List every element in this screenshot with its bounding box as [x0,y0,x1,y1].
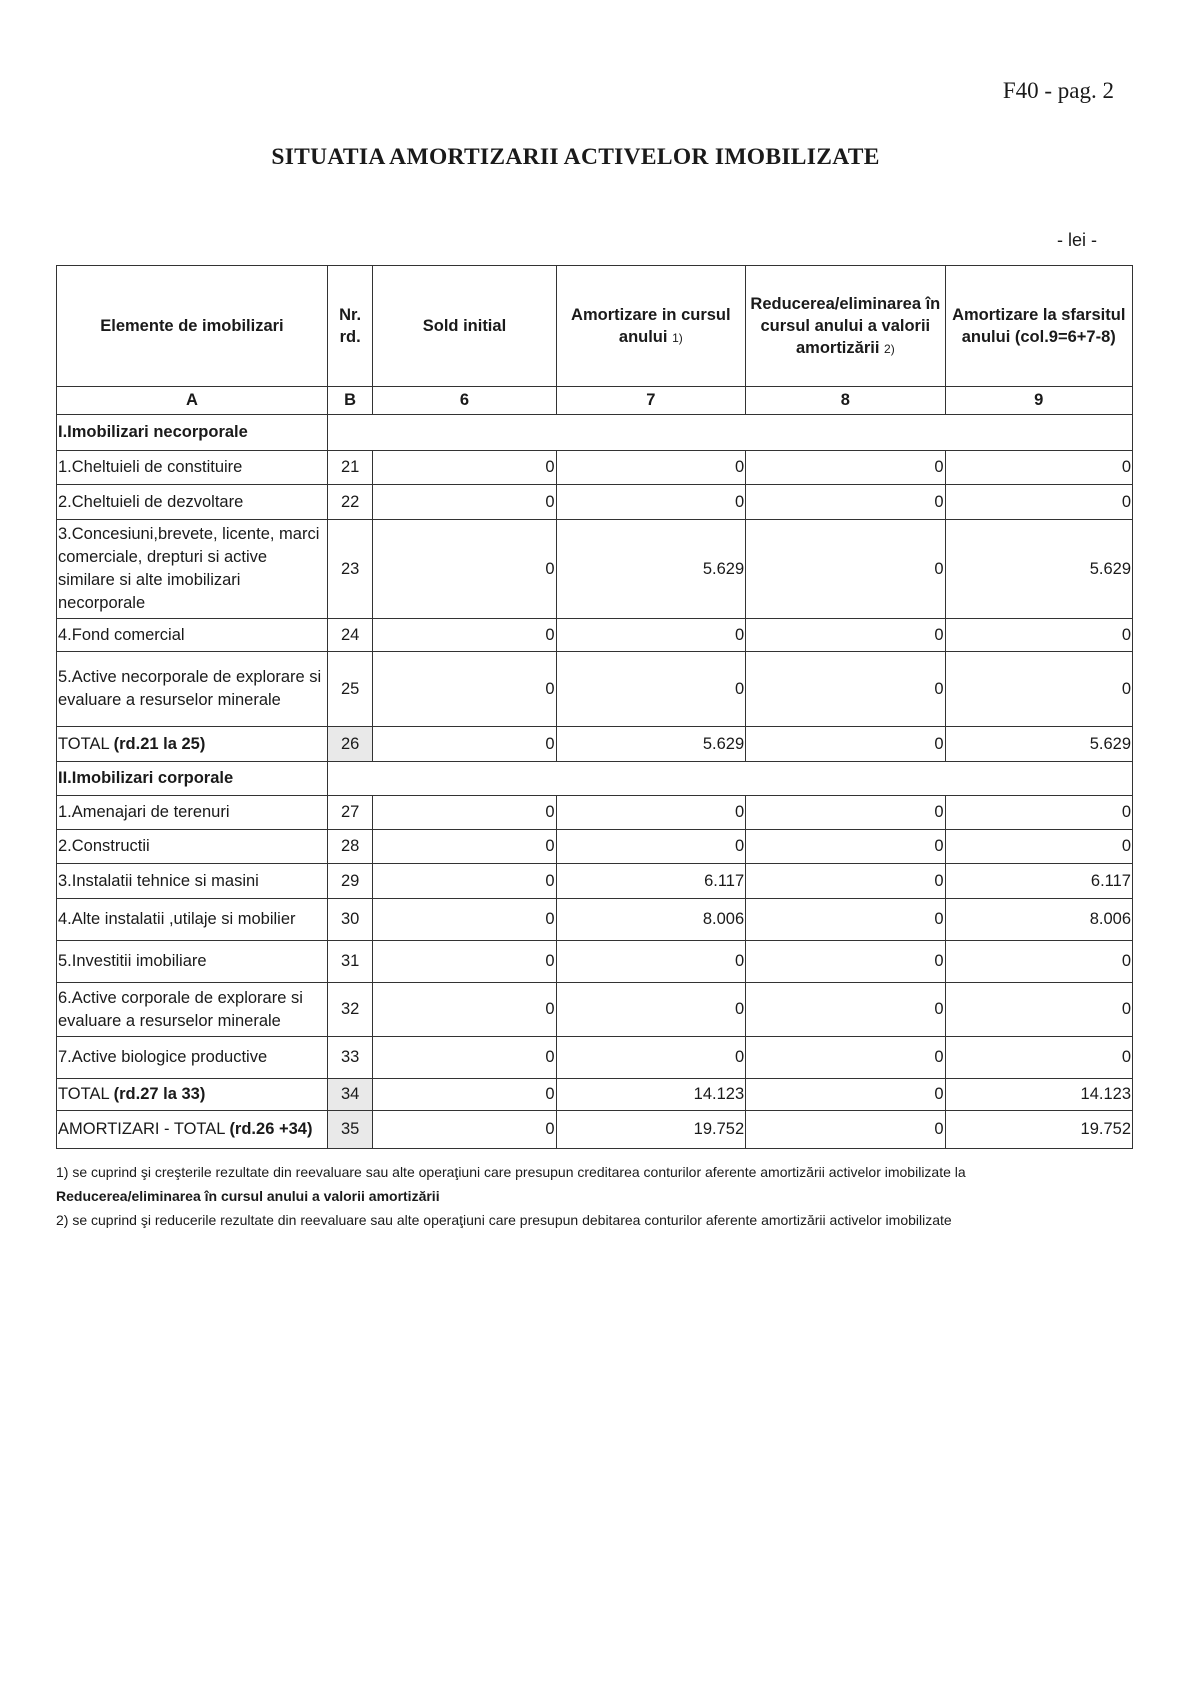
header-reducere [746,266,945,387]
cell-reducere: 0 [746,727,945,762]
cell-amortizare: 0 [556,983,746,1037]
cell-amortizare: 0 [556,796,746,830]
cell-amortizare: 14.123 [556,1079,746,1111]
row-nr: 27 [327,796,373,830]
col-code-b: B [327,387,373,415]
footnote-mark-2: 2) [884,341,895,356]
col-code-8: 8 [746,387,945,415]
cell-amortizare: 8.006 [556,899,746,941]
cell-final: 0 [945,983,1132,1037]
grand-total-row [57,1111,1133,1149]
row-nr: 23 [327,520,373,619]
total-label: TOTAL [58,734,114,753]
section-title: II.Imobilizari corporale [57,762,328,796]
row-label: 5.Investitii imobiliare [57,941,328,983]
cell-reducere: 0 [746,864,945,899]
table-row [57,983,1133,1037]
cell-final: 0 [945,796,1132,830]
total-range: (rd.21 la 25) [113,734,206,753]
row-label: 1.Amenajari de terenuri [57,796,328,830]
cell-reducere: 0 [746,451,945,485]
table-row [57,830,1133,864]
row-label [57,727,328,762]
cell-amortizare: 0 [556,941,746,983]
section-title: I.Imobilizari necorporale [57,415,328,451]
row-nr: 35 [327,1111,373,1149]
document-title: SITUATIA AMORTIZARII ACTIVELOR IMOBILIZATE [271,144,880,170]
cell-amortizare: 0 [556,619,746,652]
col-code-7: 7 [556,387,746,415]
row-label: 3.Instalatii tehnice si masini [57,864,328,899]
row-label: 2.Cheltuieli de dezvoltare [57,485,328,520]
page-number: F40 - pag. 2 [1002,78,1114,103]
cell-sold-initial: 0 [373,796,556,830]
table-row [57,864,1133,899]
table-row [57,941,1133,983]
row-label: 4.Alte instalatii ,utilaje si mobilier [57,899,328,941]
column-code-row [57,387,1133,415]
table-row [57,485,1133,520]
cell-final: 0 [945,830,1132,864]
row-nr: 34 [327,1079,373,1111]
cell-final: 6.117 [945,864,1132,899]
header-amortizare-curs [556,266,746,387]
table-row [57,520,1133,619]
header-amortizare-final: Amortizare la sfarsitul anului (col.9=6+7-8) [945,266,1132,387]
cell-sold-initial: 0 [373,830,556,864]
cell-amortizare: 5.629 [556,727,746,762]
grand-total-range: (rd.26 +34) [229,1120,313,1138]
row-label: 2.Constructii [57,830,328,864]
footnote-1: 1) se cuprind şi creşterile rezultate din reevaluare sau alte operaţiuni care presupun creditarea conturilor aferente amortizării activelor imobilizate la [56,1164,966,1180]
row-label [57,1079,328,1111]
cell-sold-initial: 0 [373,451,556,485]
col-code-9: 9 [945,387,1132,415]
table-row [57,796,1133,830]
cell-sold-initial: 0 [373,727,556,762]
total-label: TOTAL [58,1085,114,1103]
footnote-2: 2) se cuprind şi reducerile rezultate din reevaluare sau alte operaţiuni care presupun debitarea conturilor aferente amortizării activelor imobilizate [56,1212,952,1228]
cell-sold-initial: 0 [373,1111,556,1149]
cell-reducere: 0 [746,1037,945,1079]
cell-final: 0 [945,485,1132,520]
cell-reducere: 0 [746,485,945,520]
row-nr: 33 [327,1037,373,1079]
col-code-a: A [57,387,328,415]
cell-reducere: 0 [746,619,945,652]
cell-final: 0 [945,652,1132,727]
cell-sold-initial: 0 [373,652,556,727]
cell-sold-initial: 0 [373,864,556,899]
cell-final: 5.629 [945,520,1132,619]
header-nr: Nr. rd. [327,266,373,387]
footnote-1-bold: Reducerea/eliminarea în cursul anului a valorii amortizării [56,1188,440,1204]
cell-sold-initial: 0 [373,1079,556,1111]
cell-amortizare: 0 [556,1037,746,1079]
table-row [57,899,1133,941]
cell-amortizare: 0 [556,652,746,727]
cell-final: 0 [945,451,1132,485]
depreciation-table [56,265,1133,1149]
cell-sold-initial: 0 [373,485,556,520]
row-label: 5.Active necorporale de explorare si evaluare a resurselor minerale [57,652,328,727]
cell-reducere: 0 [746,941,945,983]
total-row [57,1079,1133,1111]
table-row [57,619,1133,652]
currency-unit: - lei - [1057,230,1097,250]
section-row [57,762,1133,796]
header-sold-initial: Sold initial [373,266,556,387]
cell-amortizare: 19.752 [556,1111,746,1149]
cell-final: 0 [945,619,1132,652]
row-label: 7.Active biologice productive [57,1037,328,1079]
cell-amortizare: 6.117 [556,864,746,899]
total-row [57,727,1133,762]
table-row [57,451,1133,485]
grand-total-label: AMORTIZARI - TOTAL [58,1120,230,1138]
section-empty [327,415,1132,451]
cell-reducere: 0 [746,652,945,727]
row-label: 6.Active corporale de explorare si evaluare a resurselor minerale [57,983,328,1037]
section-row [57,415,1133,451]
row-nr: 21 [327,451,373,485]
cell-amortizare: 0 [556,451,746,485]
cell-amortizare: 5.629 [556,520,746,619]
row-label: 4.Fond comercial [57,619,328,652]
row-nr: 22 [327,485,373,520]
cell-reducere: 0 [746,520,945,619]
table-row [57,652,1133,727]
cell-reducere: 0 [746,830,945,864]
cell-reducere: 0 [746,1079,945,1111]
cell-final: 8.006 [945,899,1132,941]
cell-sold-initial: 0 [373,899,556,941]
row-label: 1.Cheltuieli de constituire [57,451,328,485]
cell-sold-initial: 0 [373,983,556,1037]
cell-sold-initial: 0 [373,1037,556,1079]
cell-sold-initial: 0 [373,520,556,619]
row-label [57,1111,328,1149]
cell-final: 0 [945,1037,1132,1079]
col-code-6: 6 [373,387,556,415]
row-label: 3.Concesiuni,brevete, licente, marci comerciale, drepturi si active similare si alte imobilizari necorporale [57,520,328,619]
cell-sold-initial: 0 [373,619,556,652]
cell-final: 14.123 [945,1079,1132,1111]
cell-sold-initial: 0 [373,941,556,983]
footnotes [56,1160,1136,1232]
row-nr: 26 [327,727,373,762]
header-reducere-text: Reducerea/eliminarea în cursul anului a valorii amortizării [750,294,941,357]
header-elements: Elemente de imobilizari [57,266,328,387]
row-nr: 25 [327,652,373,727]
row-nr: 28 [327,830,373,864]
row-nr: 29 [327,864,373,899]
cell-reducere: 0 [746,1111,945,1149]
footnote-mark-1: 1) [672,330,683,345]
section-empty [327,762,1132,796]
cell-reducere: 0 [746,796,945,830]
header-amortizare-text: Amortizare in cursul anului [571,305,731,346]
cell-amortizare: 0 [556,485,746,520]
row-nr: 24 [327,619,373,652]
row-nr: 31 [327,941,373,983]
cell-amortizare: 0 [556,830,746,864]
total-range: (rd.27 la 33) [113,1085,206,1103]
cell-reducere: 0 [746,899,945,941]
header-row [57,266,1133,387]
row-nr: 30 [327,899,373,941]
table-row [57,1037,1133,1079]
cell-reducere: 0 [746,983,945,1037]
row-nr: 32 [327,983,373,1037]
cell-final: 0 [945,941,1132,983]
cell-final: 19.752 [945,1111,1132,1149]
cell-final: 5.629 [945,727,1132,762]
